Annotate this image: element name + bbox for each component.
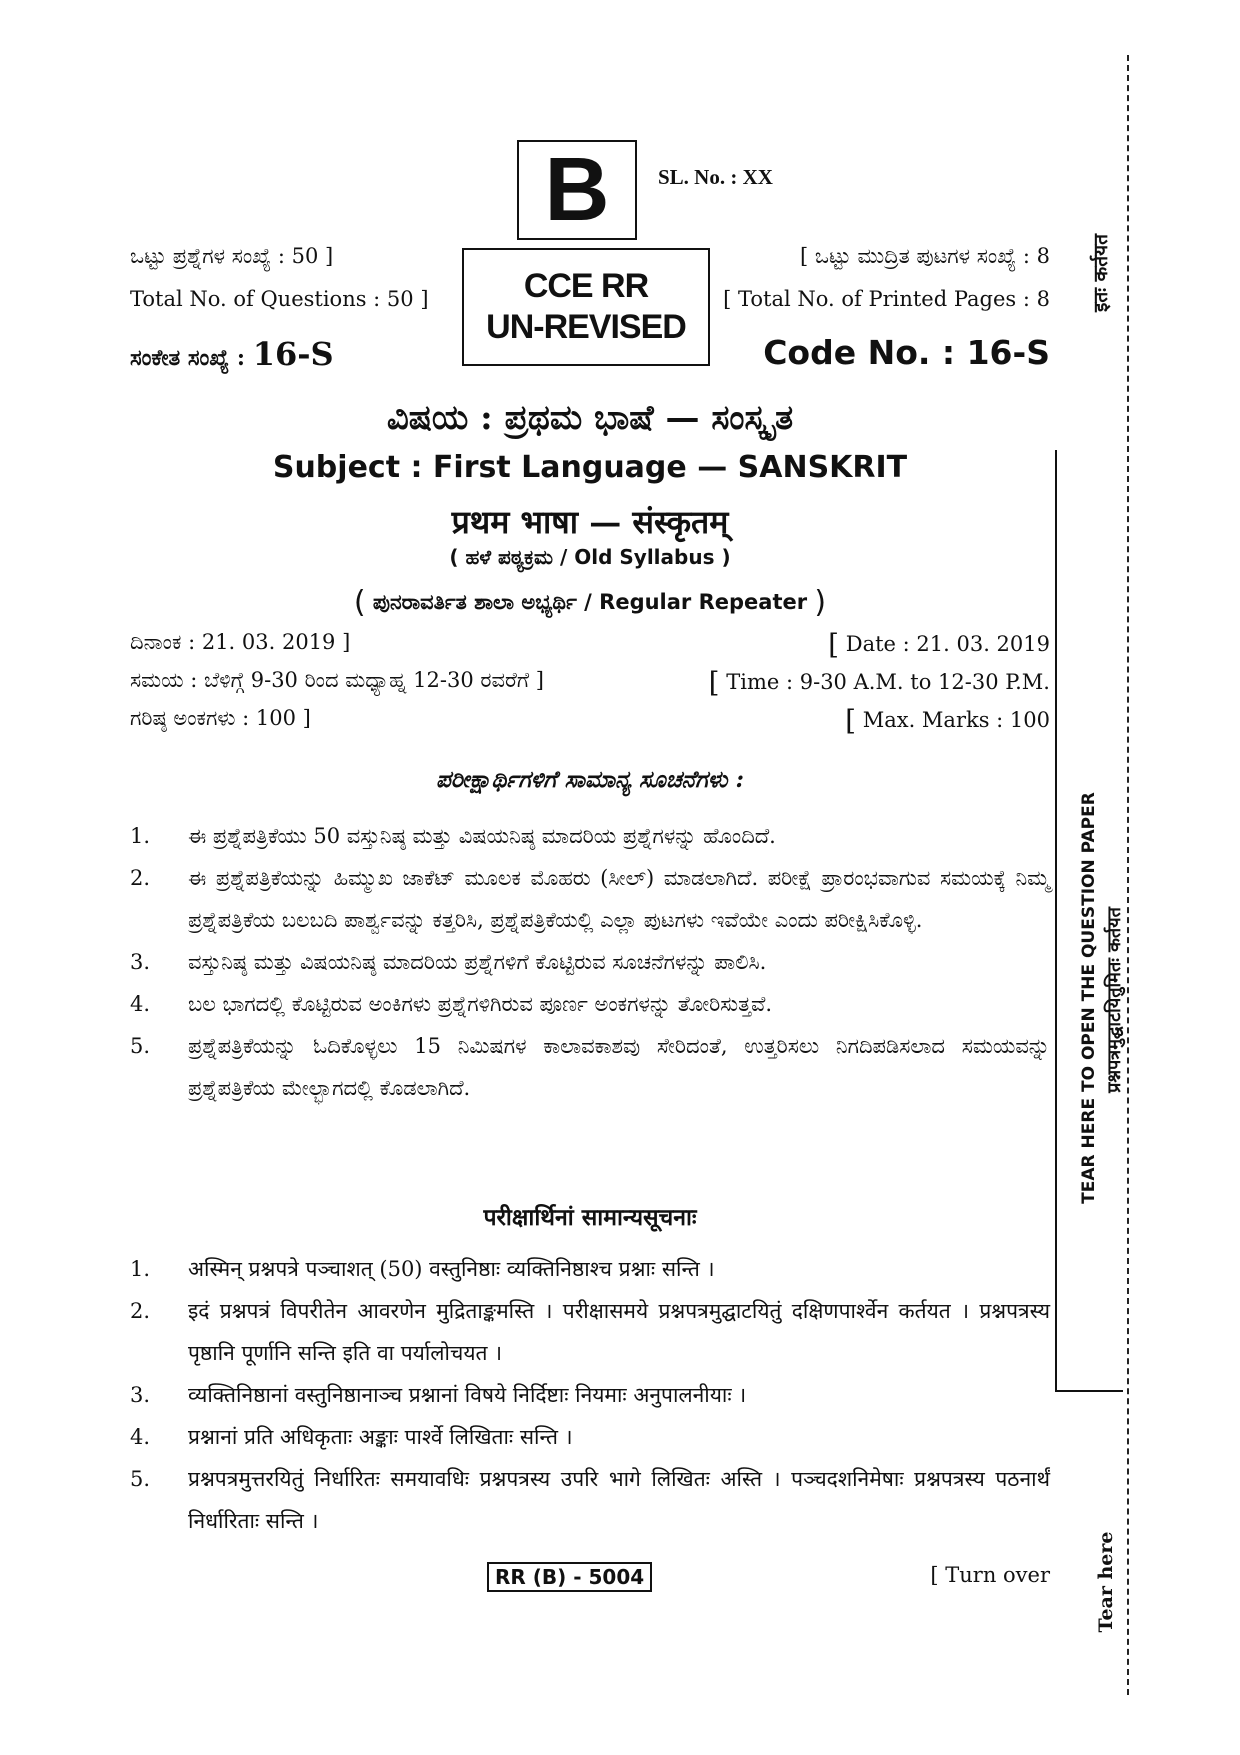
kannada-instructions-list [130, 815, 1050, 1109]
kannada-instructions-heading: ಪರೀಕ್ಷಾರ್ಥಿಗಳಿಗೆ ಸಾಮಾನ್ಯ ಸೂಚನೆಗಳು : [435, 766, 744, 793]
category-open-paren: ( [353, 585, 366, 620]
item-text: ಈ ಪ್ರಶ್ನೆಪತ್ರಿಕೆಯನ್ನು ಹಿಮ್ಮುಖ ಜಾಕೆಟ್ ಮೂಲಕ ಮೊಹರು (ಸೀಲ್) ಮಾಡಲಾಗಿದೆ. ಪರೀಕ್ಷೆ ಪ್ರಾರಂಭವಾಗುವ ಸಮಯಕ್ಕೆ ನಿಮ್ಮ ಪ್ರಶ್ನೆಪತ್ರಿಕೆಯ ಬಲಬದಿ ಪಾರ್ಶ್ವವನ್ನು ಕತ್ತರಿಸಿ, ಪ್ರಶ್ನೆಪತ್ರಿಕೆಯಲ್ಲಿ ಎಲ್ಲಾ ಪುಟಗಳು ಇವೆಯೇ ಎಂದು ಪರೀಕ್ಷಿಸಿಕೊಳ್ಳಿ. [188, 866, 1050, 932]
list-item [130, 1290, 1050, 1374]
turn-over-label: [ Turn over [930, 1563, 1050, 1587]
item-number: 1. [130, 1257, 151, 1281]
sanskrit-instructions-heading: परीक्षार्थिनां सामान्यसूचनाः [483, 1204, 697, 1231]
list-item [130, 1248, 1050, 1290]
top-cut-label: इतः कर्तयत [1090, 234, 1112, 312]
list-item [130, 857, 1050, 941]
item-number: 1. [130, 824, 151, 848]
tear-here-devanagari: प्रश्नपत्रमुद्घाटयितुमितः कर्तयत [1104, 907, 1125, 1093]
item-number: 4. [130, 1425, 151, 1449]
set-letter-box: B [517, 140, 637, 240]
code-kannada-value: 16-S [252, 335, 334, 373]
total-questions-english: Total No. of Questions : 50 ] [130, 287, 429, 311]
list-item [130, 1025, 1050, 1109]
item-number: 3. [130, 950, 151, 974]
tear-line [1127, 55, 1129, 1695]
syllabus-label: ( ಹಳೆ ಪಠ್ಯಕ್ರಮ / Old Syllabus ) [449, 545, 731, 569]
marks-kannada: ಗರಿಷ್ಠ ಅಂಕಗಳು : 100 ] [130, 706, 311, 730]
item-text: व्यक्तिनिष्ठानां वस्तुनिष्ठानाञ्च प्रश्नानां विषये निर्दिष्टाः नियमाः अनुपालनीयाः । [188, 1383, 747, 1407]
code-number-kannada [130, 335, 334, 373]
list-item [130, 815, 1050, 857]
item-number: 2. [130, 1299, 151, 1323]
item-text: अस्मिन् प्रश्नपत्रे पञ्चाशत् (50) वस्तुनिष्ठाः व्यक्तिनिष्ठाश्च प्रश्नाः सन्ति । [188, 1257, 715, 1281]
category-close-paren: ) [814, 585, 827, 620]
bracket: [ [708, 666, 720, 699]
item-number: 3. [130, 1383, 151, 1407]
item-number: 5. [130, 1034, 151, 1058]
item-number: 4. [130, 992, 151, 1016]
marks-english-text: Max. Marks : 100 [862, 708, 1050, 732]
bracket: [ [828, 628, 840, 661]
list-item [130, 1458, 1050, 1542]
subject-devanagari: प्रथम भाषा — संस्कृतम् [451, 503, 729, 541]
cce-line-1: CCE RR [523, 267, 649, 306]
candidate-category [130, 585, 1050, 620]
tear-here-bottom-label: Tear here [1095, 1531, 1117, 1633]
date-kannada: ದಿನಾಂಕ : 21. 03. 2019 ] [130, 630, 351, 654]
list-item [130, 941, 1050, 983]
item-number: 2. [130, 866, 151, 890]
list-item [130, 1416, 1050, 1458]
bracket: [ [845, 704, 857, 737]
paper-code-box: RR (B) - 5004 [487, 1562, 652, 1592]
item-text: ವಸ್ತುನಿಷ್ಠ ಮತ್ತು ವಿಷಯನಿಷ್ಠ ಮಾದರಿಯ ಪ್ರಶ್ನೆಗಳಿಗೆ ಕೊಟ್ಟಿರುವ ಸೂಚನೆಗಳನ್ನು ಪಾಲಿಸಿ. [188, 950, 767, 974]
item-text: ಬಲ ಭಾಗದಲ್ಲಿ ಕೊಟ್ಟಿರುವ ಅಂಕಿಗಳು ಪ್ರಶ್ನೆಗಳಿಗಿರುವ ಪೂರ್ಣ ಅಂಕಗಳನ್ನು ತೋರಿಸುತ್ತವೆ. [188, 992, 773, 1016]
time-english-text: Time : 9-30 A.M. to 12-30 P.M. [726, 670, 1050, 694]
time-english [709, 666, 1050, 699]
total-questions-kannada: ಒಟ್ಟು ಪ್ರಶ್ನೆಗಳ ಸಂಖ್ಯೆ : 50 ] [130, 244, 334, 268]
category-text: ಪುನರಾವರ್ತಿತ ಶಾಲಾ ಅಭ್ಯರ್ಥಿ / Regular Repeater [372, 590, 808, 614]
total-pages-kannada: [ ಒಟ್ಟು ಮುದ್ರಿತ ಪುಟಗಳ ಸಂಖ್ಯೆ : 8 [799, 244, 1050, 268]
time-kannada: ಸಮಯ : ಬೆಳಿಗ್ಗೆ 9-30 ರಿಂದ ಮಧ್ಯಾಹ್ನ 12-30 ರವರೆಗೆ ] [130, 668, 544, 692]
item-text: ಪ್ರಶ್ನೆಪತ್ರಿಕೆಯನ್ನು ಓದಿಕೊಳ್ಳಲು 15 ನಿಮಿಷಗಳ ಕಾಲಾವಕಾಶವು ಸೇರಿದಂತೆ, ಉತ್ತರಿಸಲು ನಿಗದಿಪಡಿಸಲಾದ ಸಮಯವನ್ನು ಪ್ರಶ್ನೆಪತ್ರಿಕೆಯ ಮೇಲ್ಭಾಗದಲ್ಲಿ ಕೊಡಲಾಗಿದೆ. [188, 1034, 1050, 1100]
cce-line-2: UN-REVISED [486, 308, 686, 346]
marks-english [845, 704, 1050, 737]
code-kannada-label: ಸಂಕೇತ ಸಂಖ್ಯೆ : [130, 345, 246, 371]
item-text: प्रश्नपत्रमुत्तरयितुं निर्धारितः समयावधिः प्रश्नपत्रस्य उपरि भागे लिखितः अस्ति । पञ्चदशनिमेषाः प्रश्नपत्रस्य पठनार्थं निर्धारिताः सन्ति । [188, 1467, 1050, 1533]
date-english-text: Date : 21. 03. 2019 [845, 632, 1050, 656]
total-pages-english: [ Total No. of Printed Pages : 8 [723, 287, 1050, 311]
item-text: ಈ ಪ್ರಶ್ನೆಪತ್ರಿಕೆಯು 50 ವಸ್ತುನಿಷ್ಠ ಮತ್ತು ವಿಷಯನಿಷ್ಠ ಮಾದರಿಯ ಪ್ರಶ್ನೆಗಳನ್ನು ಹೊಂದಿದೆ. [188, 824, 776, 848]
cce-rr-box [462, 248, 710, 366]
list-item [130, 1374, 1050, 1416]
date-english [828, 628, 1050, 661]
item-text: इदं प्रश्नपत्रं विपरीतेन आवरणेन मुद्रिताङ्कमस्ति । परीक्षासमये प्रश्नपत्रमुद्घाटयितुं दक्षिणपार्श्वेन कर्तयत । प्रश्नपत्रस्य पृष्ठानि पूर्णानि सन्ति इति वा पर्यालोचयत । [188, 1299, 1050, 1365]
code-number-english: Code No. : 16-S [763, 333, 1050, 372]
item-text: प्रश्नानां प्रति अधिकृताः अङ्काः पार्श्वे लिखिताः सन्ति । [188, 1425, 573, 1449]
subject-english: Subject : First Language — SANSKRIT [272, 450, 908, 485]
serial-number: SL. No. : XX [658, 165, 773, 189]
sanskrit-instructions-list [130, 1248, 1050, 1542]
item-number: 5. [130, 1467, 151, 1491]
subject-kannada: ವಿಷಯ : ಪ್ರಥಮ ಭಾಷೆ — ಸಂಸ್ಕೃತ [386, 398, 794, 438]
list-item [130, 983, 1050, 1025]
tear-here-english: TEAR HERE TO OPEN THE QUESTION PAPER [1079, 792, 1099, 1204]
